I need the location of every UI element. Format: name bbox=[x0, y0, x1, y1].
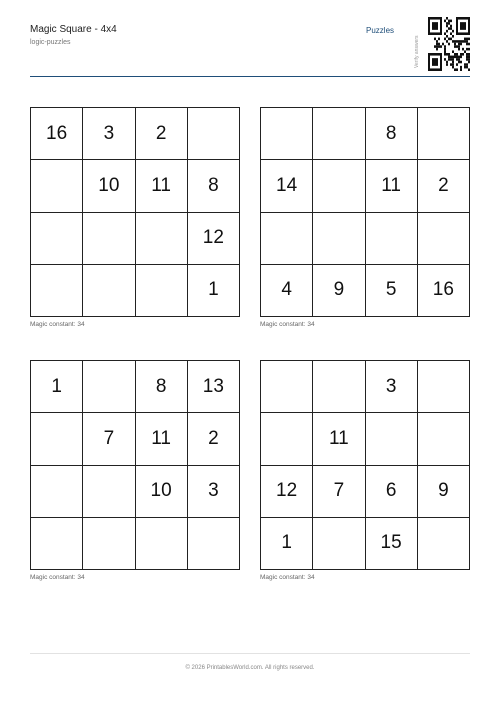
grid-cell bbox=[418, 361, 470, 413]
grid-cell: 11 bbox=[136, 160, 188, 212]
grid-cell: 12 bbox=[261, 466, 313, 518]
grid-cell bbox=[313, 108, 365, 160]
grid-cell: 8 bbox=[188, 160, 240, 212]
grid-cell: 16 bbox=[418, 265, 470, 317]
grid-cell bbox=[83, 265, 135, 317]
grid-cell: 1 bbox=[31, 361, 83, 413]
grid-cell: 2 bbox=[136, 108, 188, 160]
grid-cell: 8 bbox=[136, 361, 188, 413]
grid-cell: 2 bbox=[188, 413, 240, 465]
grid-cell bbox=[261, 213, 313, 265]
magic-constant-label: Magic constant: 34 bbox=[30, 574, 85, 581]
grid-cell: 6 bbox=[366, 466, 418, 518]
magic-square-grid bbox=[260, 107, 470, 317]
grid-cell bbox=[83, 466, 135, 518]
grid-cell bbox=[31, 265, 83, 317]
grid-cell: 14 bbox=[261, 160, 313, 212]
grid-cell: 11 bbox=[136, 413, 188, 465]
puzzle-3 bbox=[30, 360, 240, 581]
grid-cell bbox=[313, 361, 365, 413]
verify-answers-label: Verify answers bbox=[414, 35, 420, 68]
footer-divider bbox=[30, 653, 470, 654]
grid-cell: 3 bbox=[366, 361, 418, 413]
magic-constant-label: Magic constant: 34 bbox=[260, 321, 315, 328]
page-title: Magic Square - 4x4 bbox=[30, 24, 117, 35]
grid-cell bbox=[136, 213, 188, 265]
grid-cell: 9 bbox=[313, 265, 365, 317]
magic-square-grid bbox=[260, 360, 470, 570]
grid-cell bbox=[366, 213, 418, 265]
grid-cell bbox=[83, 518, 135, 570]
grid-cell: 12 bbox=[188, 213, 240, 265]
puzzle-4 bbox=[260, 360, 470, 581]
grid-cell bbox=[313, 518, 365, 570]
grid-cell bbox=[188, 108, 240, 160]
grid-cell: 9 bbox=[418, 466, 470, 518]
qr-code-icon bbox=[428, 17, 470, 71]
grid-cell bbox=[31, 213, 83, 265]
grid-cell: 13 bbox=[188, 361, 240, 413]
grid-cell bbox=[418, 213, 470, 265]
puzzle-2 bbox=[260, 107, 470, 328]
magic-square-grid bbox=[30, 360, 240, 570]
category-label: Puzzles bbox=[366, 26, 395, 35]
grid-cell bbox=[418, 518, 470, 570]
grid-cell: 11 bbox=[313, 413, 365, 465]
footer-copyright: © 2026 PrintablesWorld.com. All rights reserved. bbox=[185, 665, 315, 671]
grid-cell: 1 bbox=[261, 518, 313, 570]
grid-cell bbox=[136, 518, 188, 570]
grid-cell: 7 bbox=[83, 413, 135, 465]
grid-cell bbox=[418, 413, 470, 465]
page-subtitle: logic-puzzles bbox=[30, 39, 71, 46]
grid-cell: 15 bbox=[366, 518, 418, 570]
grid-cell bbox=[83, 361, 135, 413]
grid-cell bbox=[31, 160, 83, 212]
grid-cell: 10 bbox=[136, 466, 188, 518]
grid-cell: 3 bbox=[83, 108, 135, 160]
grid-cell bbox=[261, 413, 313, 465]
grid-cell: 11 bbox=[366, 160, 418, 212]
grid-cell: 3 bbox=[188, 466, 240, 518]
grid-cell bbox=[136, 265, 188, 317]
magic-constant-label: Magic constant: 34 bbox=[260, 574, 315, 581]
grid-cell bbox=[418, 108, 470, 160]
grid-cell bbox=[83, 213, 135, 265]
grid-cell: 4 bbox=[261, 265, 313, 317]
grid-cell bbox=[31, 413, 83, 465]
grid-cell bbox=[31, 466, 83, 518]
grid-cell bbox=[31, 518, 83, 570]
grid-cell bbox=[366, 413, 418, 465]
grid-cell: 2 bbox=[418, 160, 470, 212]
magic-constant-label: Magic constant: 34 bbox=[30, 321, 85, 328]
grid-cell: 5 bbox=[366, 265, 418, 317]
grid-cell bbox=[261, 361, 313, 413]
header-divider bbox=[30, 76, 470, 77]
grid-cell bbox=[313, 160, 365, 212]
puzzle-1 bbox=[30, 107, 240, 328]
grid-cell bbox=[261, 108, 313, 160]
magic-square-grid bbox=[30, 107, 240, 317]
grid-cell bbox=[188, 518, 240, 570]
grid-cell: 8 bbox=[366, 108, 418, 160]
grid-cell: 7 bbox=[313, 466, 365, 518]
grid-cell bbox=[313, 213, 365, 265]
grid-cell: 16 bbox=[31, 108, 83, 160]
grid-cell: 1 bbox=[188, 265, 240, 317]
grid-cell: 10 bbox=[83, 160, 135, 212]
